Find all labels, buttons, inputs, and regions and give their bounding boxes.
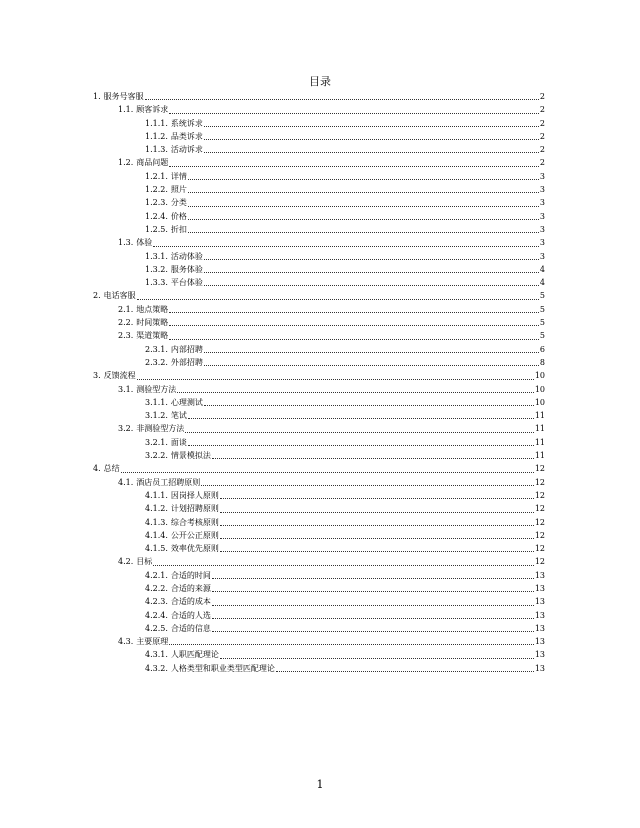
toc-title: 目录: [309, 75, 331, 88]
toc-entry-number: 4.2.: [118, 557, 134, 567]
toc-entry-label: 人格类型和职业类型匹配理论: [170, 663, 275, 673]
toc-entry-number: 4.3.: [118, 637, 134, 647]
toc-entry[interactable]: [0, 409, 640, 422]
toc-entry[interactable]: [0, 555, 640, 568]
toc-entry-label: 合适的成本: [170, 597, 211, 607]
toc-entry-label: 非测验型方法: [136, 424, 185, 434]
toc-entry[interactable]: [0, 250, 640, 263]
toc-entry-number: 2.3.: [118, 331, 134, 341]
toc-entry-page: 2: [539, 145, 545, 155]
toc-entry-label: 笔试: [170, 411, 187, 421]
toc-entry-label: 平台体验: [170, 278, 203, 288]
toc-entry[interactable]: [0, 582, 640, 595]
toc-entry-label: 因岗择人原则: [170, 490, 219, 500]
toc-dot-leader: [212, 590, 534, 592]
toc-dot-leader: [188, 417, 534, 419]
toc-dot-leader: [185, 431, 534, 433]
toc-entry[interactable]: [0, 170, 640, 183]
toc-entry-page: 4: [539, 264, 545, 274]
toc-entry-page: 10: [534, 397, 545, 407]
toc-entry-number: 3.2.: [118, 424, 134, 434]
toc-dot-leader: [169, 324, 539, 326]
toc-dot-leader: [212, 604, 534, 606]
toc-entry-label: 综合考核原则: [170, 517, 219, 527]
toc-entry-label: 折扣: [170, 224, 187, 234]
toc-list: [0, 90, 640, 675]
toc-dot-leader: [153, 564, 534, 566]
toc-entry-number: 2.2.: [118, 318, 134, 328]
toc-entry-page: 6: [539, 344, 545, 354]
toc-entry-page: 12: [534, 530, 545, 540]
toc-dot-leader: [137, 378, 534, 380]
toc-entry[interactable]: [0, 529, 640, 542]
toc-entry[interactable]: [0, 90, 640, 103]
toc-entry-page: 2: [539, 118, 545, 128]
toc-entry-page: 10: [534, 371, 545, 381]
toc-entry-label: 合适的时间: [170, 570, 211, 580]
toc-entry[interactable]: [0, 117, 640, 130]
toc-entry-page: 4: [539, 278, 545, 288]
toc-entry-number: 3.2.1.: [145, 437, 168, 447]
toc-entry-label: 主要原理: [136, 637, 169, 647]
toc-dot-leader: [276, 670, 534, 672]
toc-entry-page: 12: [534, 504, 545, 514]
toc-entry[interactable]: [0, 276, 640, 289]
toc-entry-page: 13: [534, 583, 545, 593]
toc-dot-leader: [220, 524, 534, 526]
toc-dot-leader: [201, 484, 534, 486]
toc-entry-page: 10: [534, 384, 545, 394]
toc-entry[interactable]: [0, 236, 640, 249]
toc-entry-number: 1.1.1.: [145, 118, 168, 128]
toc-entry-number: 4.1.4.: [145, 530, 168, 540]
toc-dot-leader: [212, 630, 534, 632]
toc-entry-label: 地点策略: [136, 304, 169, 314]
toc-entry-number: 3.: [93, 371, 101, 381]
toc-entry-number: 4.1.1.: [145, 490, 168, 500]
toc-entry-label: 目标: [136, 557, 153, 567]
toc-entry-label: 内部招聘: [170, 344, 203, 354]
toc-entry-label: 服务号客服: [103, 92, 144, 101]
toc-dot-leader: [212, 617, 534, 619]
toc-entry-number: 4.2.2.: [145, 583, 168, 593]
toc-entry-number: 4.2.5.: [145, 623, 168, 633]
toc-entry-label: 电话客服: [103, 291, 136, 301]
toc-dot-leader: [204, 125, 539, 127]
toc-entry[interactable]: [0, 356, 640, 369]
toc-entry-page: 3: [539, 198, 545, 208]
toc-entry-label: 服务体验: [170, 264, 203, 274]
toc-entry[interactable]: [0, 263, 640, 276]
toc-entry-number: 3.1.: [118, 384, 134, 394]
toc-entry[interactable]: [0, 196, 640, 209]
toc-entry-number: 2.: [93, 291, 101, 301]
toc-entry-page: 3: [539, 171, 545, 181]
toc-entry-number: 4.2.4.: [145, 610, 168, 620]
toc-entry-number: 1.: [93, 92, 101, 101]
toc-entry-label: 外部招聘: [170, 357, 203, 367]
toc-entry-page: 13: [534, 637, 545, 647]
toc-dot-leader: [188, 231, 539, 233]
toc-entry-label: 合适的人选: [170, 610, 211, 620]
toc-entry[interactable]: [0, 569, 640, 582]
toc-entry-page: 5: [539, 331, 545, 341]
toc-dot-leader: [188, 444, 534, 446]
toc-entry-label: 分类: [170, 198, 187, 208]
toc-entry[interactable]: [0, 502, 640, 515]
toc-entry-number: 1.1.3.: [145, 145, 168, 155]
toc-entry-label: 顾客诉求: [136, 105, 169, 115]
toc-entry-page: 2: [539, 105, 545, 115]
toc-entry-label: 公开公正原则: [170, 530, 219, 540]
toc-entry-number: 1.2.: [118, 158, 134, 168]
toc-entry-number: 1.3.3.: [145, 278, 168, 288]
toc-entry[interactable]: [0, 635, 640, 648]
toc-entry-page: 2: [539, 158, 545, 168]
toc-entry-page: 3: [539, 251, 545, 261]
toc-entry[interactable]: [0, 343, 640, 356]
toc-entry-label: 计划招聘原则: [170, 504, 219, 514]
toc-entry-label: 合适的来源: [170, 583, 211, 593]
toc-dot-leader: [204, 151, 539, 153]
toc-entry[interactable]: [0, 183, 640, 196]
toc-entry-page: 13: [534, 623, 545, 633]
toc-entry-number: 1.1.2.: [145, 131, 168, 141]
toc-entry-label: 测验型方法: [136, 384, 177, 394]
toc-entry-number: 1.2.3.: [145, 198, 168, 208]
toc-dot-leader: [220, 537, 534, 539]
toc-entry-page: 12: [534, 517, 545, 527]
toc-entry-number: 2.3.2.: [145, 357, 168, 367]
toc-entry-page: 8: [539, 357, 545, 367]
toc-entry-number: 1.2.2.: [145, 185, 168, 195]
toc-dot-leader: [204, 404, 534, 406]
toc-dot-leader: [220, 657, 534, 659]
toc-entry-label: 效率优先原则: [170, 544, 219, 554]
toc-entry-number: 1.2.4.: [145, 211, 168, 221]
toc-entry-number: 4.1.: [118, 477, 134, 487]
toc-entry-page: 5: [539, 304, 545, 314]
toc-dot-leader: [212, 577, 534, 579]
toc-entry-page: 12: [534, 477, 545, 487]
toc-entry[interactable]: [0, 210, 640, 223]
toc-entry-label: 情景模拟法: [170, 451, 211, 461]
toc-dot-leader: [169, 643, 534, 645]
toc-entry-page: 3: [539, 211, 545, 221]
toc-entry[interactable]: [0, 595, 640, 608]
toc-entry-page: 13: [534, 570, 545, 580]
toc-entry-number: 4.1.5.: [145, 544, 168, 554]
toc-entry[interactable]: [0, 422, 640, 435]
toc-entry-number: 1.2.5.: [145, 224, 168, 234]
toc-entry[interactable]: [0, 303, 640, 316]
toc-dot-leader: [188, 191, 539, 193]
toc-entry-number: 4.2.3.: [145, 597, 168, 607]
toc-entry-number: 2.1.: [118, 304, 134, 314]
toc-entry-page: 13: [534, 663, 545, 673]
toc-dot-leader: [121, 471, 534, 473]
toc-dot-leader: [145, 98, 539, 100]
toc-entry-number: 3.2.2.: [145, 451, 168, 461]
toc-dot-leader: [204, 284, 539, 286]
toc-dot-leader: [204, 258, 539, 260]
toc-entry-label: 价格: [170, 211, 187, 221]
toc-entry[interactable]: [0, 609, 640, 622]
toc-entry-number: 1.1.: [118, 105, 134, 115]
toc-entry-page: 12: [534, 490, 545, 500]
toc-entry-page: 3: [539, 224, 545, 234]
toc-entry[interactable]: [0, 622, 640, 635]
toc-dot-leader: [188, 218, 539, 220]
toc-dot-leader: [220, 497, 534, 499]
toc-entry-number: 1.3.2.: [145, 264, 168, 274]
toc-dot-leader: [204, 364, 539, 366]
toc-entry-page: 5: [539, 291, 545, 301]
toc-entry-page: 11: [534, 411, 545, 421]
toc-entry-label: 详情: [170, 171, 187, 181]
toc-entry-label: 品类诉求: [170, 131, 203, 141]
toc-entry-number: 4.1.2.: [145, 504, 168, 514]
toc-dot-leader: [204, 351, 539, 353]
toc-entry-label: 系统诉求: [170, 118, 203, 128]
toc-entry-page: 3: [539, 238, 545, 248]
toc-entry-page: 11: [534, 424, 545, 434]
toc-entry-number: 3.1.1.: [145, 397, 168, 407]
toc-entry-number: 4.: [93, 464, 101, 474]
toc-dot-leader: [177, 391, 534, 393]
toc-dot-leader: [169, 112, 539, 114]
toc-entry-number: 2.3.1.: [145, 344, 168, 354]
toc-entry-label: 面谈: [170, 437, 187, 447]
toc-entry[interactable]: [0, 143, 640, 156]
toc-dot-leader: [188, 205, 539, 207]
toc-dot-leader: [188, 178, 539, 180]
toc-entry[interactable]: [0, 662, 640, 675]
toc-entry[interactable]: [0, 648, 640, 661]
toc-entry[interactable]: [0, 462, 640, 475]
toc-entry-number: 4.3.1.: [145, 650, 168, 660]
toc-entry-number: 1.3.: [118, 238, 134, 248]
toc-entry-label: 渠道策略: [136, 331, 169, 341]
toc-entry[interactable]: [0, 516, 640, 529]
toc-entry[interactable]: [0, 103, 640, 116]
toc-entry[interactable]: [0, 449, 640, 462]
toc-entry-number: 1.2.1.: [145, 171, 168, 181]
toc-entry-number: 4.3.2.: [145, 663, 168, 673]
toc-dot-leader: [220, 550, 534, 552]
toc-dot-leader: [153, 245, 539, 247]
toc-dot-leader: [137, 298, 539, 300]
toc-entry-page: 13: [534, 610, 545, 620]
toc-entry-label: 合适的信息: [170, 623, 211, 633]
toc-entry[interactable]: [0, 289, 640, 302]
toc-entry[interactable]: [0, 476, 640, 489]
toc-entry-label: 人职匹配理论: [170, 650, 219, 660]
toc-entry-label: 酒店员工招聘原则: [136, 477, 201, 487]
toc-dot-leader: [169, 311, 539, 313]
toc-entry-page: 2: [539, 131, 545, 141]
toc-entry-label: 心理测试: [170, 397, 203, 407]
toc-dot-leader: [204, 138, 539, 140]
toc-entry[interactable]: [0, 316, 640, 329]
toc-entry-label: 体验: [136, 238, 153, 248]
toc-entry[interactable]: [0, 369, 640, 382]
toc-entry[interactable]: [0, 130, 640, 143]
toc-entry[interactable]: [0, 329, 640, 342]
toc-dot-leader: [204, 271, 539, 273]
toc-entry-page: 12: [534, 544, 545, 554]
toc-entry-page: 11: [534, 451, 545, 461]
toc-entry-page: 11: [534, 437, 545, 447]
toc-entry-page: 13: [534, 650, 545, 660]
toc-entry-page: 12: [534, 557, 545, 567]
toc-entry-label: 商品问题: [136, 158, 169, 168]
toc-entry-label: 时间策略: [136, 318, 169, 328]
toc-dot-leader: [212, 457, 534, 459]
page-number: 1: [316, 778, 324, 791]
toc-entry[interactable]: [0, 436, 640, 449]
toc-dot-leader: [169, 338, 539, 340]
toc-entry[interactable]: [0, 156, 640, 169]
toc-dot-leader: [220, 511, 534, 513]
toc-entry-page: 12: [534, 464, 545, 474]
toc-entry-number: 1.3.1.: [145, 251, 168, 261]
toc-entry-page: 2: [539, 92, 545, 101]
toc-entry-page: 3: [539, 185, 545, 195]
toc-entry-page: 13: [534, 597, 545, 607]
toc-entry[interactable]: [0, 489, 640, 502]
toc-entry-label: 反馈流程: [103, 371, 136, 381]
toc-entry-label: 活动体验: [170, 251, 203, 261]
toc-entry-page: 5: [539, 318, 545, 328]
toc-entry[interactable]: [0, 542, 640, 555]
toc-entry-number: 4.2.1.: [145, 570, 168, 580]
toc-entry[interactable]: [0, 223, 640, 236]
toc-entry[interactable]: [0, 396, 640, 409]
toc-entry-label: 照片: [170, 185, 187, 195]
toc-entry-number: 3.1.2.: [145, 411, 168, 421]
toc-entry-number: 4.1.3.: [145, 517, 168, 527]
toc-dot-leader: [169, 165, 539, 167]
toc-entry[interactable]: [0, 383, 640, 396]
toc-entry-label: 活动诉求: [170, 145, 203, 155]
toc-entry-label: 总结: [103, 464, 120, 474]
